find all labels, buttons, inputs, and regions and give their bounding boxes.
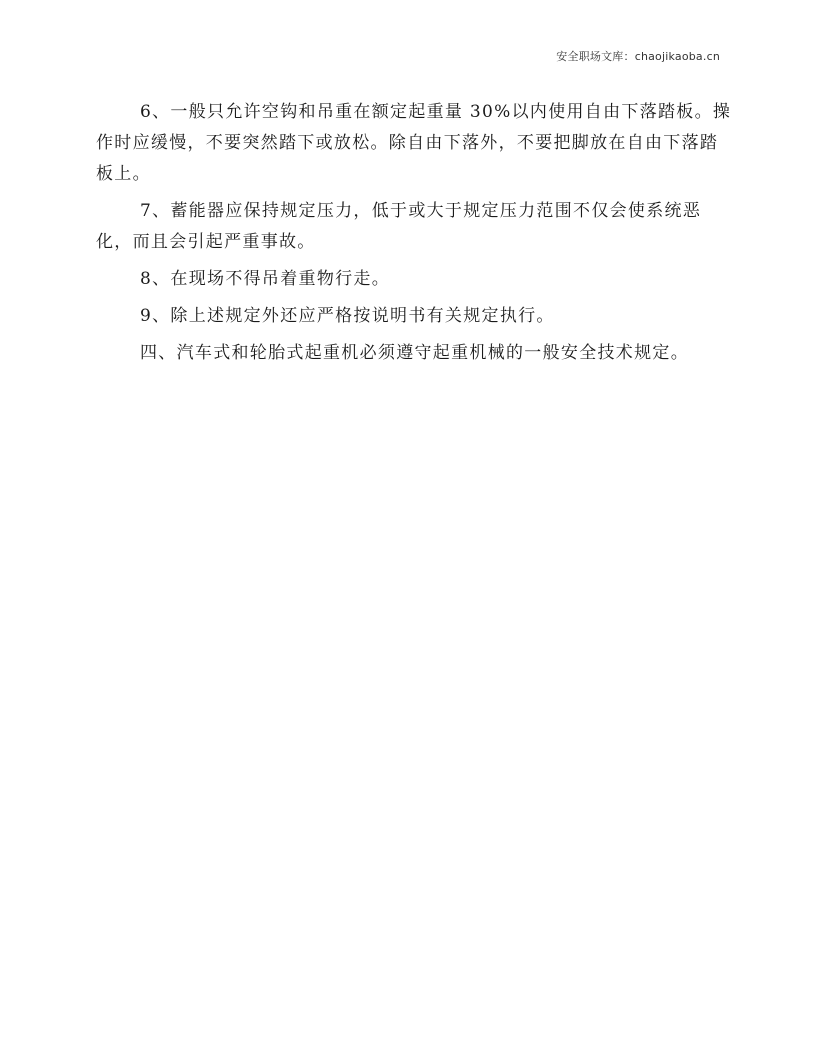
paragraph-item-7: 7、蓄能器应保持规定压力，低于或大于规定压力范围不仅会使系统恶化，而且会引起严重事故。 — [96, 201, 702, 252]
paragraph-item-8: 8、在现场不得吊着重物行走。 — [140, 269, 391, 289]
paragraph-item-9: 9、除上述规定外还应严格按说明书有关规定执行。 — [140, 306, 555, 326]
paragraph-item-6: 6、一般只允许空钩和吊重在额定起重量 30%以内使用自由下落踏板。操作时应缓慢，不要突然踏下或放松。除自由下落外，不要把脚放在自由下落踏板上。 — [96, 102, 732, 184]
paragraph-section-4: 四、汽车式和轮胎式起重机必须遵守起重机械的一般安全技术规定。 — [140, 343, 689, 363]
document-body — [96, 97, 736, 375]
page-header-site-label: 安全职场文库：chaojikaoba.cn — [556, 50, 720, 63]
